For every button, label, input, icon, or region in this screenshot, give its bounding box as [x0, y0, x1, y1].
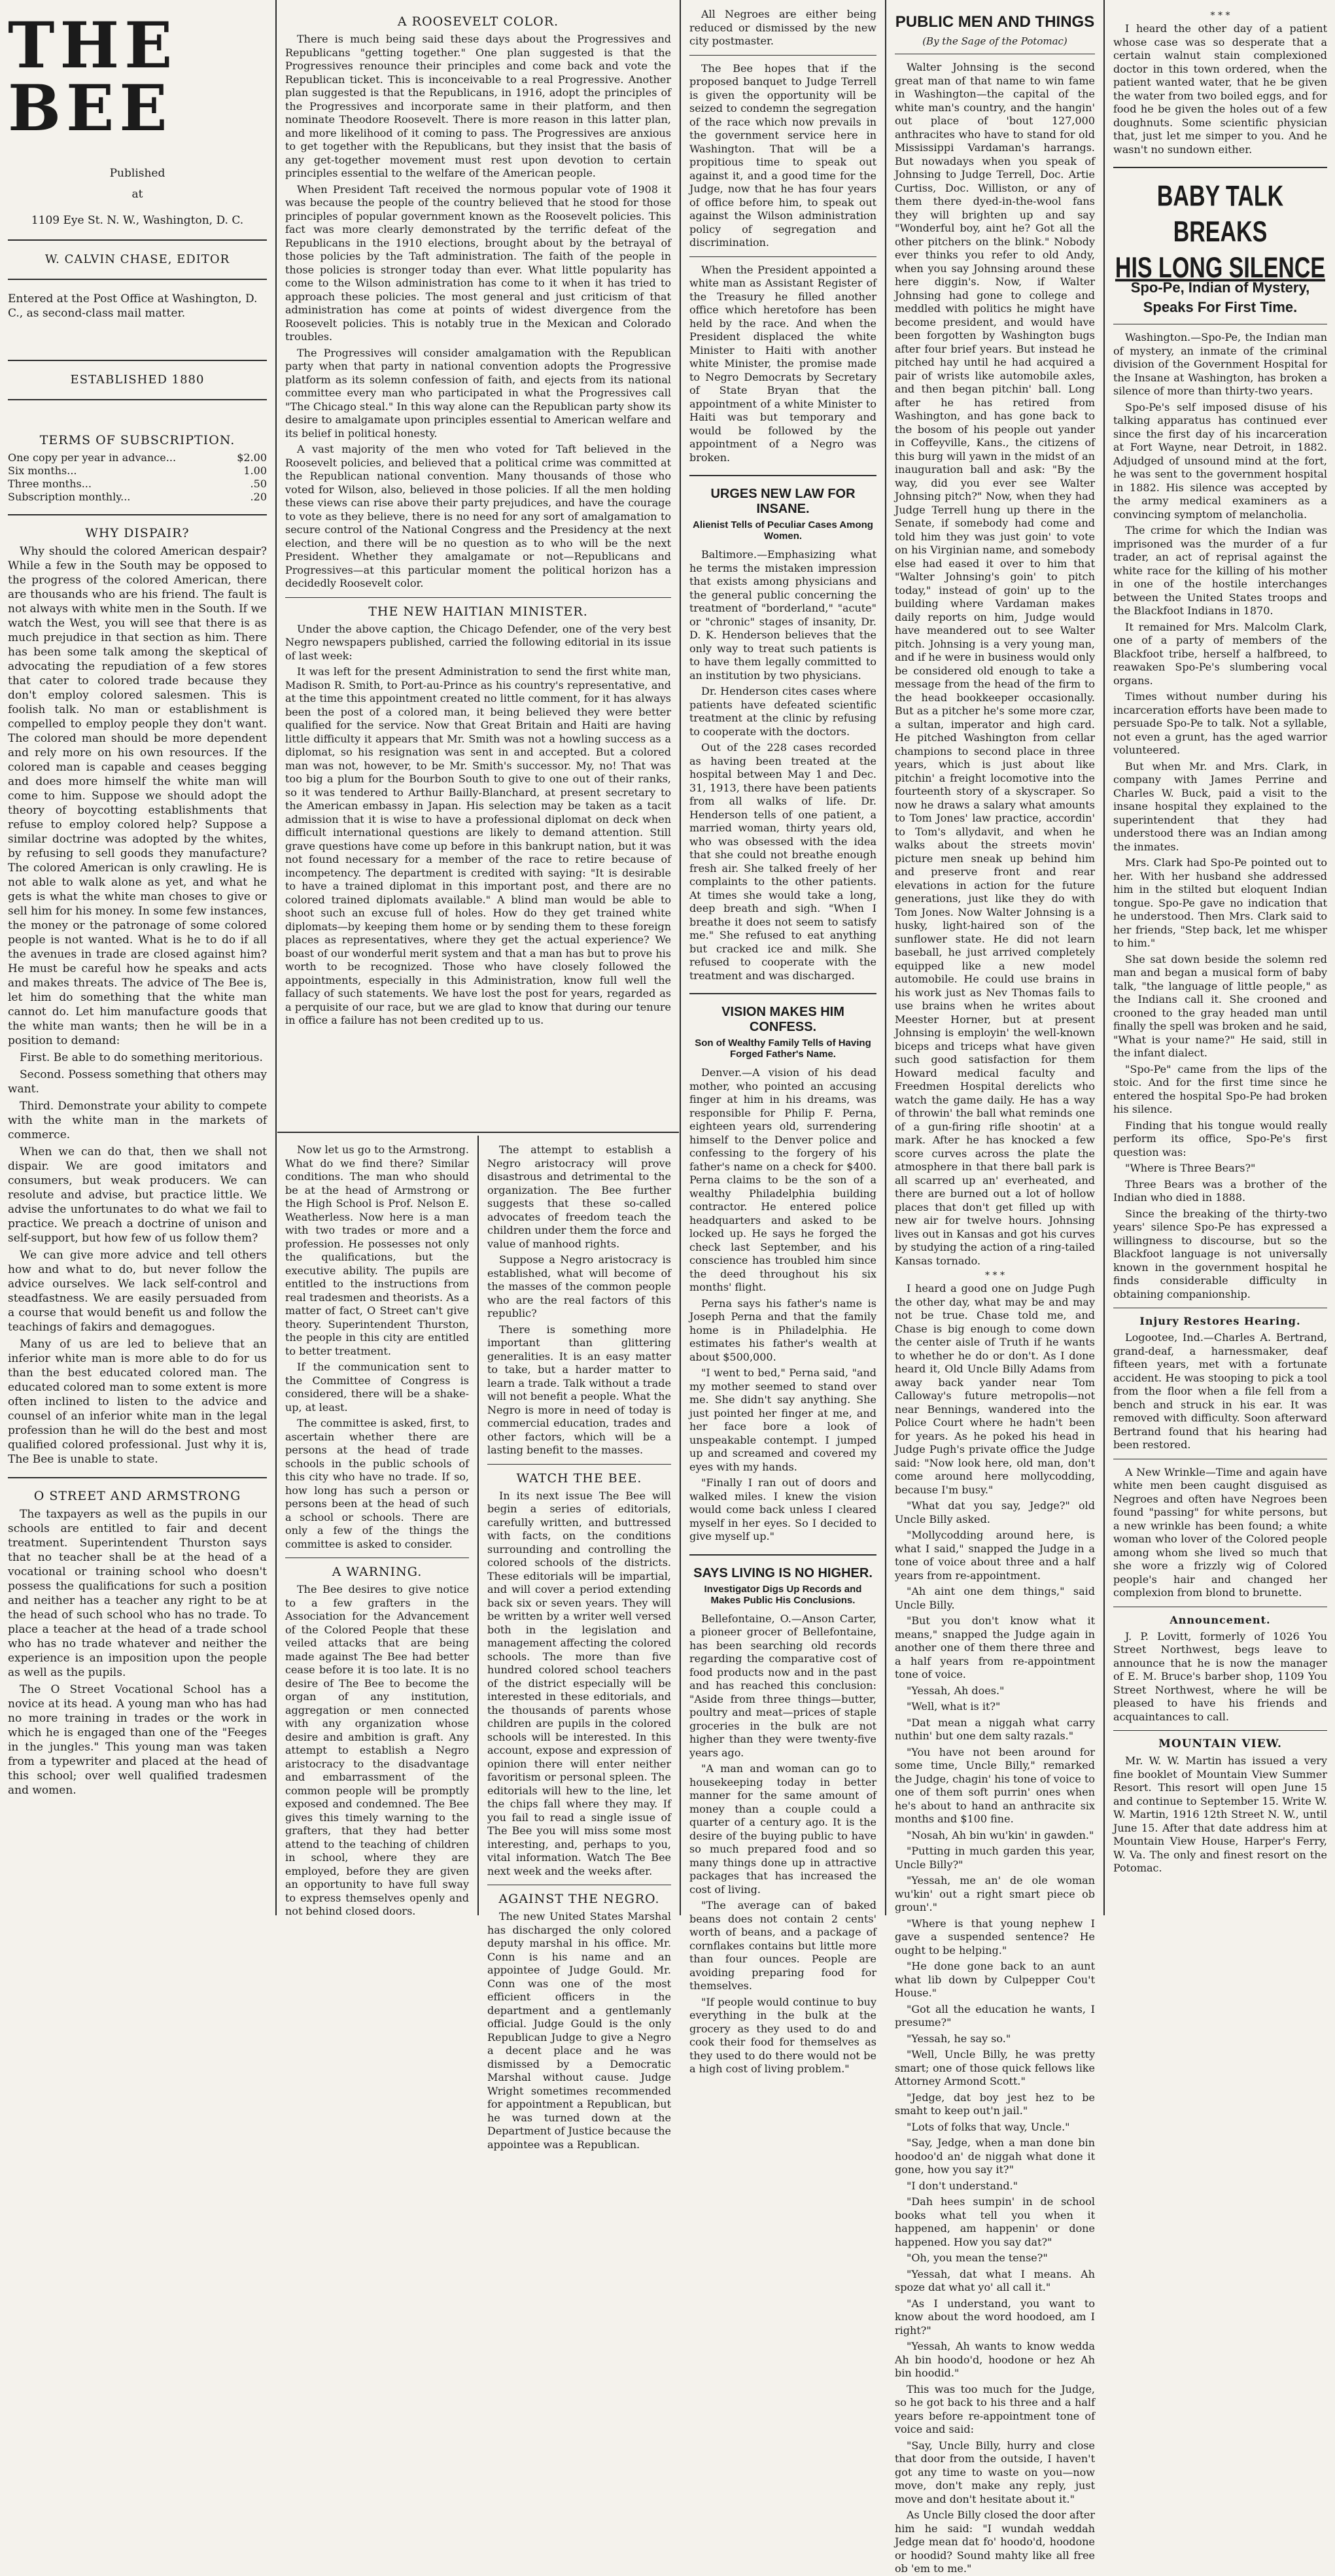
divider [689, 1554, 876, 1556]
article-paragraph: Second. Possess something that others may want. [8, 1068, 267, 1096]
article-paragraph: This was too much for the Judge, so he got back to his three and a half years before re-appointment tone of voice and said: [895, 2382, 1095, 2435]
article-paragraph: "Yessah, me an' de ole woman wu'kin' out a right smart piece ob groun'." [895, 1874, 1095, 1913]
article-paragraph: There is something more important than glittering generalities. It is an easy matter to take, but a harder matter to learn a trade. Talk without a trade will not benefit a people. What the Negro is more in need of today is commercial education, trades and other factors, which will be a lasting benefit to the masses. [487, 1323, 671, 1456]
published-label: Published [109, 167, 165, 180]
article-paragraph: "Yessah, Ah does." [907, 1684, 1005, 1697]
article-paragraph: "I went to bed," Perna said, "and my mother seemed to stand over me. She didn't say anything. She just pointed her finger at me, and her face bore a look of unspeakable contempt. I jumped up and screamed and covered my eyes with my hands. [689, 1366, 876, 1473]
article-paragraph: "Putting in much garden this year, Uncle Billy?" [895, 1845, 1095, 1871]
article-paragraph: Perna says his father's name is Joseph Perna and that the family home is in Philadelphia. He estimates his father's wealth at about $500,000. [689, 1297, 876, 1363]
article-paragraph: "Say, Jedge, when a man done bin hoodoo'd an' de niggah what done it gone, how you say it?" [895, 2136, 1095, 2176]
article-paragraph: The Bee hopes that if the proposed banquet to Judge Terrell is given the opportunity will be seized to condemn the segregation of the race which now prevails in the government service here in Washington. That will be a propitious time to speak out against it, and a good time for the Judge, now that he has four years of office before him, to speak out against the Wilson administration policy of segregation and discrimination. [689, 61, 876, 249]
divider [689, 993, 876, 994]
article-paragraph: The Progressives will consider amalgamation with the Republican party when that party in national convention adopts the Progressive platform as its solemn confession of faith, and ejects from its national committee every man who participated in what the Progressives call "The Chicago steal." In this way alone can the Republican party show its desire to amalgamate upon principles essential to American welfare and its belief in political honesty. [285, 346, 671, 440]
article-paragraph: "Jedge, dat boy jest hez to be smaht to keep out'n jail." [895, 2091, 1095, 2117]
article-paragraph: Logootee, Ind.—Charles A. Bertrand, grand-deaf, a harnessmaker, deaf fifteen years, met with a fortunate accident. He was stooping to pick a tool from the floor when a file fell from a bench and struck in his ear. It was removed with difficulty. Soon afterward Bertrand found that his hearing had been restored. [1113, 1331, 1327, 1451]
column-masthead [0, 0, 275, 1915]
article-heading: SAYS LIVING IS NO HIGHER. [693, 1565, 873, 1580]
article-paragraph: If the communication sent to the Committee of Congress is considered, there will be a shake-up, at least. [285, 1361, 469, 1414]
article-heading: URGES NEW LAW FOR INSANE. [710, 487, 856, 516]
divider [1113, 1730, 1327, 1731]
column-rule [477, 1136, 479, 1915]
article-heading: MOUNTAIN VIEW. [1158, 1737, 1282, 1750]
article-paragraph: When President Taft received the normous popular vote of 1908 it was because the people of the country believed that he stood for those principles of popular government known as the Roosevelt policies. This fact was more clearly demonstrated by the terrific defeat of the Republicans in the 1910 elections, brought about by the betrayal of those policies by the Taft administration. The faith of the people in those policies is stronger today than ever. What little popularity has come to the Wilson administration has come to it when it has tried to approach these policies. The most general and just criticism of that administration has come at points of widest divergence from the Roosevelt policies. This is notably true in the Mexican and Colorado troubles. [285, 183, 671, 343]
article-paragraph: A vast majority of the men who voted for Taft believed in the Roosevelt policies, and believed that a political crime was committed at the Republican national convention. Many thousands of those who voted for Wilson, also, believed in those policies. If all the men holding these views can rise above their party prejudices, and have the courage to vote as they believe, there is no need for any sort of amalgamation to secure control of the National Congress and the Presidency at the next election, and there will be no question as to who will be the next President. Whether they amalgamate or not—Republicans and Progressives—at this particular moment the political horizon has a decidedly Roosevelt color. [285, 443, 671, 589]
article-paragraph: Walter Johnsing is the second great man of that name to win fame in Washington—the capital of the white man's country, and the hangin' out place of 'bout 127,000 anthracites who have to stand for old Mississippi Vardaman's harrangs. But nowadays when you speak of Johnsing to Judge Terrell, Doc. Artie Curtiss, Doc. Williston, or any of them there dyed-in-the-wool fans they will brighten up and say "Wonderful boy, aint he? Got all the other pitchers on the blink." Nobody ever thinks you refer to old Andy, when you say Johnsing around these here diggin's. Now, if Walter Johnsing had gone to college and meddled with politics he might have become president, and would have been forgotten by Washington bugs after four brief years. But instead he pitched hay until he had acquired a pair of wrists like automobile axles, and then began pitchin' ball. Long after he has retired from Washington, and has gone back to the bosom of his people out yander in Coffeyville, Kans., the citizens of this burg will yawn in the midst of an inauguration ball and ask: "By the way, did you ever see Walter Johnsing pitch?" Now, when they had Judge Terrell hung up there in the Senate, if somebody had come and told him they was just goin' to vote on his Virginian name, and somebody else had eased it over to him that "Walter Johnsing's goin' to pitch today," instead of goin' up to the building where Vardaman makes daily reports on him, Judge would have meandered out to see Walter pitch. Johnsing is a very young man, and if he were in business would only be considered old enough to take a message from the head of the firm to the head bookkeeper occasionally. But as a pitcher he's some more czar, a sultan, imperator and high card. He pitched Washington from cellar champions to second place in three years, which is just about like pitchin' a freight locomotive into the fourteenth story of a skyscraper. So now he draws a salary what amounts to Tom Jones' law practice, accordin' to Tom's allydavit, and when he walks about the streets movin' picture men sneak up behind him and preserve front and rear elevations in action for the future generations, just like they do with Tom Jones. Now Walter Johnsing is a husky, light-haired son of the sunflower state. He did not learn baseball, he just arrived completely equipped like a new model automobile. He could use brains in his work just as Nev Thomas fails to use brains when he writes about Meester Horner, but at present Johnsing is employin' the well-known biceps and triceps what have given such good satisfaction for them Howard medical faculty and Freedmen Hospital derelicts who watch the game daily. He has a way of throwin' the ball what reminds one of a gun-firing rifle shootin' at a mark. After he has knocked a few score curves across the plate the atmosphere in that there ball park is all scarred up an' everheated, and there are burned out a lot of hollow places that don't get filled up with new air for twelve hours. Johnsing lives out in Kansas and got his curves by studying the action of a ring-tailed Kansas tornado. [895, 61, 1095, 1267]
entered-notice: Entered at the Post Office at Washington, D. C., as second-class mail matter. [8, 292, 258, 320]
article-paragraph: Times without number during his incarceration efforts have been made to persuade Spo-Pe to talk. Not a syllable, not even a grunt, has the aged warrior volunteered. [1113, 690, 1327, 756]
article-paragraph: But when Mr. and Mrs. Clark, in company with James Perrine and Charles W. Buck, paid a visit to the insane hospital they explained to the superintendent that they had understood there was an Indian among the inmates. [1113, 759, 1327, 853]
column-rule [885, 0, 886, 1915]
article-paragraph: Spo-Pe's self imposed disuse of his talking apparatus has continued ever since the first day of his incarceration at Fort Wayne, near Detroit, in 1882. Adjudged of unsound mind at the fort, he was sent to the government hospital in 1882. His silence was accepted by the army medical examiners as a convincing symptom of melancholia. [1113, 400, 1327, 521]
article-paragraph: There is much being said these days about the Progressives and Republicans "getting together." One plan suggested is that the Progressives renounce their principles and come back and vote the Republican ticket. This is inconceivable to a real Progressive. Another plan suggested is that the Republicans, in 1916, adopt the principles of the Progressives and incorporate same in their platform, and then nominate Theodore Roosevelt. There is more reason in this latter plan, and more likelihood of it coming to pass. The Progressives are anxious to get together with the Republicans, but they insist that the basis of any get-together movement must rest upon devotion to certain principles essential to the welfare of the American people. [285, 33, 671, 179]
article-paragraph: Third. Demonstrate your ability to compete with the white man in the markets of commerce. [8, 1100, 267, 1141]
section-stars: * * * [985, 1270, 1005, 1281]
article-heading: THE NEW HAITIAN MINISTER. [368, 604, 588, 619]
article-paragraph: It was left for the present Administration to send the first white man, Madison R. Smith, to Port-au-Prince as his country's representative, and at the time this appointment created no little comment, for it has always been the post of a colored man, it being believed they were better qualified for the service. Now that Great Britain and Haiti are having little difficulty it appears that Mr. Smith was not a howling success as a diplomat, so his resignation was sent in and accepted. But a colored man was not, however, to be Mr. Smith's successor. My, no! That was too big a plum for the Bourbon South to give to one out of their ranks, so it was tendered to Arthur Bailly-Blanchard, at present secretary to the American embassy in Japan. His selection may be taken as a tacit admission that it is wise to have a professional diplomat on deck when difficult international questions are likely to demand attention. Still grave questions have come up before in this bankrupt nation, but it was not found necessary for a member of the race to retire because of incompetency. The department is credited with saying: "It is desirable to have a trained diplomat in this important post, and there are no colored trained diplomats available." A blind man would be able to shoot such an excuse full of holes. How do they get trained white diplomats—by keeping them home or by sending them to these foreign places as representatives, where they get the actual experience? We boast of our wonderful merit system and that a man has but to prove his worth to be recognized. Those who have closely followed the appointments, especially in this Administration, know full well the fallacy of such statements. We have lost the post for years, regarded as a perquisite of our race, but we are glad to know that during our tenure in office a failure has not been credited up to us. [285, 665, 671, 1026]
column-news [682, 0, 884, 2075]
article-heading [1113, 179, 1327, 286]
article-paragraph: "Yessah, he say so." [907, 2032, 1011, 2045]
article-byline: (By the Sage of the Potomac) [922, 35, 1067, 47]
article-paragraph: "Ah aint one dem things," said Uncle Billy. [895, 1585, 1095, 1611]
article-paragraph: Since the breaking of the thirty-two years' silence Spo-Pe has expressed a willingness to discourse, but so the Blackfoot language is not universally known in the government hospital he finds considerable difficulty in obtaining companionship. [1113, 1207, 1327, 1300]
divider [8, 399, 267, 400]
article-paragraph: As Uncle Billy closed the door after him he said: "I wundah weddah Jedge mean dat fo' hoodo'd, hoodone or hoodid? Sound mahty like all free ob 'em to me." [895, 2509, 1095, 2575]
article-paragraph: "I don't understand." [907, 2179, 1018, 2192]
article-paragraph: "Dah hees sumpin' in de school books what tell you when it happened, am happenin' or done happened. How you say dat?" [895, 2195, 1095, 2248]
column-rule [275, 0, 277, 1915]
column-o-street-continued [277, 1136, 477, 1915]
article-paragraph: Baltimore.—Emphasizing what he terms the mistaken impression that exists among physicians and the general public concerning the treatment of "borderland," "acute" or "chronic" stages of insanity, Dr. D. K. Henderson believes that the only way to treat such patients is to have them legally committed to an institution by two physicians. [689, 548, 876, 682]
column-aristocracy [479, 1136, 679, 2151]
article-paragraph: "Got all the education he wants, I presume?" [895, 2002, 1095, 2028]
article-heading: O STREET AND ARMSTRONG [33, 1489, 241, 1503]
article-paragraph: We can give more advice and tell others how and what to do, but never follow the advice ourselves. We lack self-control and steadfastness. We are easily persuaded from a course that would benefit us and follow the teachings of fakirs and demagogues. [8, 1249, 267, 1334]
article-paragraph: First. Be able to do something meritorious. [20, 1051, 263, 1064]
article-paragraph: Why should the colored American despair? While a few in the South may be opposed to the progress of the colored American, there are thousands who are his friend. The fault is not always with white men in the South. If we watch the West, you will see that there is as much prejudice in that section as him. There has been some talk among the skeptical of advocating the repudiation of a few stores that cater to colored trade because they don't employ colored salesmen. This is foolish talk. No man or establishment is compelled to employ people they don't want. The colored man should be more dependent and rely more on his own resources. If the colored man is capable and ceases begging and does more himself the white man will come to him. Suppose we should adopt the theory of boycotting establishments that refuse to employ colored help? Suppose a similar doctrine was adopted by the whites, by refusing to sell goods they manufacture? The colored American is only crawling. He is not able to walk alone as yet, and what he gets is what the white man choses to give or sell him for his money. In some few instances, the money or the patronage of some colored people is not wanted. What is he to do if all the avenues in trade are closed against him? He must be careful how he speaks and acts and makes threats. The advice of The Bee is, let him do something that the white man cannot do. Let him manufacture goods that the white man wants; then he will be in a position to demand: [8, 545, 267, 1047]
article-deck: Alienist Tells of Peculiar Cases Among Women. [693, 519, 873, 542]
article-heading: Injury Restores Hearing. [1139, 1315, 1301, 1327]
article-paragraph: "Oh, you mean the tense?" [907, 2252, 1048, 2264]
article-paragraph: "Dat mean a niggah what carry nuthin' but one dem salty razals." [895, 1716, 1095, 1742]
article-paragraph: "Where is Three Bears?" [1125, 1162, 1256, 1174]
article-heading: WATCH THE BEE. [516, 1471, 642, 1486]
article-paragraph: "Well, Uncle Billy, he was pretty smart; one of those quick fellows like Attorney Armond Scott." [895, 2048, 1095, 2087]
article-heading: VISION MAKES HIM CONFESS. [721, 1005, 844, 1034]
article-paragraph: "Spo-Pe" came from the lips of the stoic. And for the first time since he entered the hospital Spo-Pe had broken his silence. [1113, 1062, 1327, 1115]
article-paragraph: "As I understand, you want to know about the word hoodoed, am I right?" [895, 2297, 1095, 2337]
article-paragraph: I heard a good one on Judge Pugh the other day, what may be and may not be true. Chase told me, and Chase is big enough to come down the center aisle of Truth if he wants to whether he do or don't. As I done heard it, Old Uncle Billy Adams from away back yander near Tom Calloway's future metropolis—not near Bennings, wandered into the Police Court where he hadn't been for years. As he poked his head in Judge Pugh's private office the Judge said: "Now look here, old man, don't come around here mollycodding, because I'm busy." [895, 1282, 1095, 1496]
masthead-title: THE BEE [8, 9, 178, 145]
article-paragraph: It remained for Mrs. Malcolm Clark, one of a party of members of the Blackfoot tribe, herself a halfbreed, to reawaken Spo-Pe's slumbering vocal organs. [1113, 620, 1327, 687]
article-paragraph: In its next issue The Bee will begin a series of editorials, carefully written, and buttressed with facts, on the conditions surrounding and controlling the colored schools of the districts. These editorials will be impartial, and will cover a period extending back six or seven years. They will be written by a writer well versed both in the legislation and management affecting the colored schools. The more than five hundred colored school teachers of the district especially will be interested in these editorials, and the thousands of parents whose children are pupils in the colored schools will be interested. In this account, expose and expression of opinion there will enter neither favoritism or personal spleen. The editorials will hew to the line, let the chips fall where they may. If you fail to read a single issue of The Bee you will miss some most interesting, and, perhaps to you, vital information. Watch The Bee next week and the weeks after. [487, 1489, 671, 1877]
article-heading: A WARNING. [332, 1565, 423, 1579]
divider [8, 1477, 267, 1478]
article-paragraph: "Nosah, Ah bin wu'kin' in gawden." [907, 1828, 1094, 1841]
article-paragraph: The O Street Vocational School has a novice at its head. A young man who has had no more training in trades or the work in which he is engaged than one of the "Feeges in the jungles." This young man was taken from a typewriter and placed at the head of this school; over well qualified tradesmen and women. [8, 1683, 267, 1797]
divider [8, 360, 267, 361]
article-paragraph: "If people would continue to buy everything in the bulk at the grocery as they used to do and cook their food for themselves as they used to do there would not be a high cost of living problem." [689, 1995, 876, 2075]
article-paragraph: "Yessah, Ah wants to know wedda Ah bin hoodo'd, hoodone or hez Ah bin hoodid." [895, 2340, 1095, 2379]
article-paragraph: A New Wrinkle—Time and again have white men been caught disguised as Negroes and often have Negroes been found "passing" for white persons, but a new wrinkle has been found; a white woman who lover of the Colored people among whom she lived so much that she wore a frizzly wig of Colored people's hair and changed her complexion from blond to brunette. [1113, 1465, 1327, 1599]
rate-row: Subscription monthly... .20 [8, 491, 267, 503]
divider [8, 514, 267, 515]
article-paragraph: Finding that his tongue would really perform its office, Spo-Pe's first question was: [1113, 1119, 1327, 1158]
article-paragraph: The committee is asked, first, to ascertain whether there are persons at the head of trade schools in the public schools of this city who have no trade. If so, how long has such a person or persons been at the head of such a school or schools. There are only a few of the things the committee is asked to consider. [285, 1417, 469, 1550]
article-deck: Investigator Digs Up Records and Makes Public His Conclusions. [704, 1583, 862, 1606]
divider [8, 239, 267, 241]
article-paragraph: I heard the other day of a patient whose case was so desperate that a certain walnut stain complexioned doctor in this town ordered, when the patient wanted water, that he be given the water from two boiled eggs, and for food he be given the holes out of a few doughnuts. Some scientific physician that, just let me simper to you. And he wasn't no sundown either. [1113, 22, 1327, 156]
article-paragraph: Now let us go to the Armstrong. What do we find there? Similar conditions. The man who should be at the head of Armstrong or the High School is Prof. Nelson E. Weatherless. Now here is a man with two trades or more and a profession. He possesses not only the qualifications, but the executive ability. The pupils are entitled to the instructions from real tradesmen and theorists. As a matter of fact, O Street can't give theory. Superintendent Thurston, the people in this city are entitled to better treatment. [285, 1143, 469, 1357]
article-paragraph: When we can do that, then we shall not dispair. We are good imitators and consumers, but weak producers. We can resolute and advise, but practice little. We advise the unfortunates to do what we fail to practice. We preach a doctrine of unison and self-support, but how few of us follow them? [8, 1145, 267, 1245]
divider [8, 279, 267, 280]
article-paragraph: The crime for which the Indian was imprisoned was the murder of a fur trader, an act of reprisal against the white race for the killing of his mother in one of the hostile interchanges between the United States troops and the Blackfoot Indians in 1870. [1113, 524, 1327, 617]
column-editorial [277, 0, 679, 1132]
heading-line: HIS LONG SILENCE [1115, 251, 1326, 285]
article-heading: PUBLIC MEN AND THINGS [895, 13, 1095, 31]
article-paragraph: She sat down beside the solemn red man and began a musical form of baby talk, "the language of little people," as the Indians call it. She crooned and crooned to the gray headed man until finally the spell was broken and he said, "What is your name?" He said, still in the infant dialect. [1113, 952, 1327, 1059]
article-paragraph: Denver.—A vision of his dead mother, who pointed an accusing finger at him in his dreams, was responsible for Philip F. Perna, eighteen years old, surrendering himself to the Denver police and confessing to the forgery of his father's name on a check for $400. Perna claims to be the son of a wealthy Philadelphia building contractor. He entered police headquarters and asked to be locked up. He says he forged the check last September, and his conscience has troubled him since the deed throughout his six months' flight. [689, 1066, 876, 1293]
divider [689, 55, 876, 56]
established: ESTABLISHED 1880 [70, 373, 205, 387]
article-paragraph: The new United States Marshal has discharged the only colored deputy marshal in his office. Mr. Conn is his name and an appointee of Judge Gould. Mr. Conn was one of the most efficient officers in the department and a gentlemanly official. Judge Gould is the only Republican Judge to give a Negro a decent place and he was dismissed by a Democratic Marshal without cause. Judge Wright sometimes recommended for appointment a Republican, but he was turned down at the Department of Justice because the appointee was a Republican. [487, 1910, 671, 2151]
article-heading: WHY DISPAIR? [85, 526, 190, 540]
rate-row: Six months... 1.00 [8, 464, 267, 477]
article-paragraph: "Well, what is it?" [907, 1700, 1001, 1713]
article-paragraph: "What dat you say, Jedge?" old Uncle Billy asked. [895, 1499, 1095, 1525]
article-paragraph: The attempt to establish a Negro aristocracy will prove disastrous and detrimental to the organization. The Bee further suggests that these so-called advocates of freedom teach the children under them the force and value of manhood rights. [487, 1143, 671, 1250]
article-paragraph: "Yessah, dat what I means. Ah spoze dat what yo' all call it." [895, 2267, 1095, 2293]
subscription-rates [8, 451, 267, 504]
article-paragraph: Many of us are led to believe that an inferior white man is more able to do for us than the best educated colored man. The educated colored man to some extent is more often inclined to listen to the advice and counsel of an inferior white man in the legal profession than he will do the best and most qualified colored professional. Just why it is, The Bee is unable to state. [8, 1338, 267, 1466]
divider [689, 475, 876, 476]
article-paragraph: All Negroes are either being reduced or dismissed by the new city postmaster. [689, 8, 876, 47]
article-paragraph: Dr. Henderson cites cases where patients have defeated scientific treatment at the clinic by refusing to cooperate with the doctors. [689, 685, 876, 738]
subscription-heading: TERMS OF SUBSCRIPTION. [39, 433, 235, 447]
article-paragraph: J. P. Lovitt, formerly of 1026 You Street Northwest, begs leave to announce that he is now the manager of E. M. Bruce's barber shop, 1109 You Street Northwest, where he will be pleased to have his friends and acquaintances to call. [1113, 1629, 1327, 1723]
column-rule [680, 0, 681, 1915]
divider [1113, 167, 1327, 168]
section-stars: * * * [1210, 10, 1230, 21]
divider [285, 597, 671, 598]
divider [277, 1132, 679, 1133]
rate-row: One copy per year in advance... $2.00 [8, 451, 267, 464]
article-paragraph: "Lots of folks that way, Uncle." [907, 2120, 1070, 2133]
address: 1109 Eye St. N. W., Washington, D. C. [31, 214, 244, 227]
article-paragraph: Mr. W. W. Martin has issued a very fine booklet of Mountain View Summer Resort. This resort will open June 15 and continue to September 15. Write W. W. Martin, 1916 12th Street N. W., until June 15. After that date address him at Mountain View House, Harper's Ferry, W. Va. The only and finest resort on the Potomac. [1113, 1754, 1327, 1874]
heading-line: BABY TALK BREAKS [1156, 180, 1284, 249]
article-paragraph: Out of the 228 cases recorded as having been treated at the hospital between May 1 and Dec. 31, 1913, there have been patients from all walks of life. Dr. Henderson tells of one patient, a married woman, thirty years old, who was obsessed with the idea that she could not breathe enough fresh air. She talked freely of her complaints to the other patients. At times she would take a long, deep breath and sigh. "When I breathe it does not seem to satisfy me." She refused to eat anything but cracked ice and milk. She refused to cooperate with the treatment and was discharged. [689, 741, 876, 982]
article-paragraph: Washington.—Spo-Pe, the Indian man of mystery, an inmate of the criminal division of the Government Hospital for the Insane at Washington, has broken a silence of more than thirty-two years. [1113, 331, 1327, 397]
article-heading: A ROOSEVELT COLOR. [397, 14, 559, 29]
article-paragraph: Under the above caption, the Chicago Defender, one of the very best Negro newspapers published, carried the following editorial in its issue of last week: [285, 622, 671, 662]
article-paragraph: "A man and woman can go to housekeeping today in better manner for the same amount of money than a couple could a quarter of a century ago. It is the desire of the buying public to have so much prepared food and so many things done up in attractive packages that has increased the cost of living. [689, 1762, 876, 1896]
article-paragraph: The Bee desires to give notice to a few grafters in the Association for the Advancement of the Colored People that these veiled attacks that are being made against The Bee had better cease before it is too late. It is no desire of The Bee to become the organ of any institution, aggregation or men connected with any organization whose desire and ambition is graft. Any attempt to establish a Negro aristocracy to the disadvantage and embarrassment of the common people will be promptly exposed and condemned. The Bee gives this timely warning to the grafters, that they had better attend to the teaching of children in school, where they are employed, before they are given an opportunity to have full sway to express themselves openly and not behind closed doors. [285, 1583, 469, 1917]
article-paragraph: "Finally I ran out of doors and walked miles. I knew the vision would come back unless I cleared myself in her eyes. So I decided to give myself up." [689, 1476, 876, 1542]
article-paragraph: Three Bears was a brother of the Indian who died in 1888. [1113, 1177, 1327, 1204]
editor: W. CALVIN CHASE, EDITOR [44, 252, 230, 266]
divider [487, 1464, 671, 1465]
article-heading: AGAINST THE NEGRO. [498, 1892, 660, 1906]
article-paragraph: "He done gone back to an aunt what lib down by Culpepper Cou't House." [895, 1960, 1095, 1999]
article-paragraph: "The average can of baked beans does not contain 2 cents' worth of beans, and a package of cornflakes contains but little more than four ounces. People are avoiding preparing food for themselves. [689, 1899, 876, 1992]
column-rule [1103, 0, 1105, 1915]
column-public-men [887, 0, 1103, 2575]
article-paragraph: "You have not been around for some time, Uncle Billy," remarked the Judge, chagin' his tone of voice to one of them soft purrin' ones when he's about to hand an anthracite six months and $100 fine. [895, 1745, 1095, 1825]
rate-row: Three months... .50 [8, 478, 267, 490]
article-paragraph: "But you don't know what it means," snapped the Judge again in another one of them there three and a half years from re-appointment tone of voice. [895, 1614, 1095, 1680]
at-label: at [131, 188, 143, 201]
article-paragraph: "Where is that young nephew I gave a suspended sentence? He ought to be helping." [895, 1917, 1095, 1957]
article-deck: Spo-Pe, Indian of Mystery, Speaks For First Time. [1130, 279, 1310, 315]
article-paragraph: Mrs. Clark had Spo-Pe pointed out to her. With her husband she addressed him in the stilted but eloquent Indian tongue. Spo-Pe gave no indication that he understood. Then Mrs. Clark said to her friends, "Step back, let me whisper to him." [1113, 856, 1327, 949]
article-paragraph: The taxpayers as well as the pupils in our schools are entitled to fair and decent treatment. Superintendent Thurston says that no teacher shall be at the head of a vocational or training school who doesn't possess the qualifications for such a position and neither has a teacher any right to be at the head of such school who has no trade. To place a teacher at the head of a trade school who has no trade whatever and neither the experience is an imposition upon the people as well as the pupils. [8, 1508, 267, 1679]
divider [689, 256, 876, 257]
column-right [1105, 0, 1335, 1915]
article-deck: Son of Wealthy Family Tells of Having Forged Father's Name. [695, 1037, 871, 1060]
article-heading: Announcement. [1170, 1613, 1271, 1626]
article-paragraph: Bellefontaine, O.—Anson Carter, a pioneer grocer of Bellefontaine, has been searching old records regarding the comparative cost of food products now and in the past and has reached this conclusion: "Aside from three things—butter, poultry and meat—prices of staple groceries in the bulk are not higher than they were twenty-five years ago. [689, 1612, 876, 1759]
article-paragraph: "Mollycodding around here, is what I said," snapped the Judge in a tone of voice about three and a half years from re-appointment. [895, 1529, 1095, 1582]
article-paragraph: "Say, Uncle Billy, hurry and close that door from the outside, I haven't got any time to waste on you—now move, don't make any reply, just move and don't hesitate about it." [895, 2439, 1095, 2505]
article-paragraph: When the President appointed a white man as Assistant Register of the Treasury he filled another office which heretofore has been held by the race. And when the President displaced the white Minister to Haiti with another white Minister, the promise made to Negro Democrats by Secretary of State Bryan that the appointment of a white Minister to Haiti was but temporary and would be followed by the appointment of a Negro was broken. [689, 263, 876, 464]
article-paragraph: Suppose a Negro aristocracy is established, what will become of the masses of the common people who are the real factors of this republic? [487, 1253, 671, 1319]
